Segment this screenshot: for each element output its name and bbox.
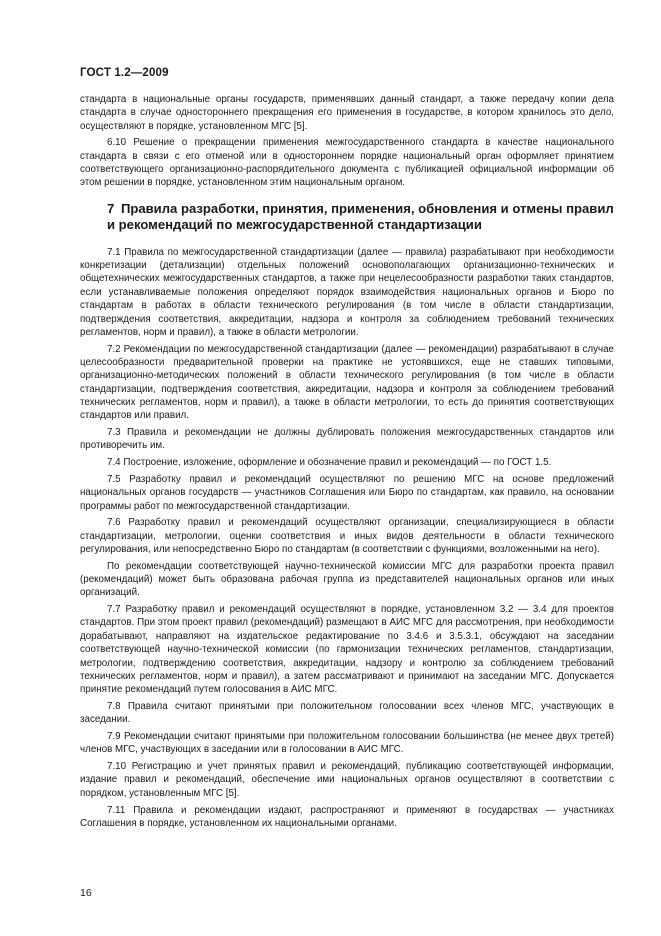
document-body bbox=[80, 93, 614, 834]
paragraph-continuation: стандарта в национальные органы государств, применявших данный стандарт, а также передачу копии дела стандарта в случае одностороннего прекращения его применения в государстве, в котором хранилось это дело, осуществляют в порядке, установленном МГС [5]. bbox=[80, 94, 614, 132]
section-title: Правила разработки, принятия, применения, обновления и отмены правил и рекомендаций по межгосударственной стандартизации bbox=[107, 200, 614, 232]
paragraph-7-11: 7.11 Правила и рекомендации издают, распространяют и применяют в государствах — участниках Соглашения в порядке, установленном их национальными органами. bbox=[80, 804, 614, 829]
paragraph-7-5: 7.5 Разработку правил и рекомендаций осуществляют по решению МГС на основе предложений национальных органов государств — участников Соглашения или Бюро по стандартам, как правило, на основании программы работ по межгосударственной стандартизации. bbox=[80, 473, 614, 512]
paragraph-7-8: 7.8 Правила считают принятыми при положительном голосовании всех членов МГС, участвующих в заседании. bbox=[80, 700, 614, 726]
paragraph-7-1: 7.1 Правила по межгосударственной стандартизации (далее — правила) разрабатывают при необходимости конкретизации (детализации) отдельных положений основополагающих организационно-технических и общетехнических межгосударственных стандартов, а также при нецелесообразности разработки таких стандартов, если устанавливаемые положения определяют порядок взаимодействия национальных органов и Бюро по стандартам в работах в области технического регулирования (в том числе в области стандартизации, подтверждения соответствия, аккредитации, надзора и контроля за соблюдением требований технических регламентов, норм и правил), а также в области метрологии. bbox=[80, 246, 614, 338]
paragraph-6-10: 6.10 Решение о прекращении применения межгосударственного стандарта в качестве национального стандарта в связи с его отменой или в одностороннем порядке национальный орган оформляет принятием соответствующего организационно-распорядительного документа с публикацией официальной информации об этом решении в порядке, установленном этим национальным органом. bbox=[80, 137, 614, 189]
paragraph-7-6-continued: По рекомендации соответствующей научно-технической комиссии МГС для разработки проекта правил (рекомендаций) может быть образована рабочая группа из представителей национальных органов или иных организаций. bbox=[80, 560, 614, 599]
paragraph-7-10: 7.10 Регистрацию и учет принятых правил и рекомендаций, публикацию соответствующей информации, издание правил и рекомендаций, обеспечение ими национальных органов осуществляют в соответствии с порядком, установленным МГС [5]. bbox=[80, 761, 614, 799]
paragraph-7-7: 7.7 Разработку правил и рекомендаций осуществляют в порядке, установленном 3.2 — 3.4 для проектов стандартов. При этом проект правил (рекомендаций) размещают в АИС МГС для рассмотрения, при необходимости дорабатывают, направляют на издательское редактирование по 3.4.6 и 3.5.3.1, обсуждают на заседании соответствующей научно-технической комиссии (по гармонизации технических регламентов, стандартизации, метрологии, подтверждению соответствия, аккредитации, надзору и контролю за соблюдением требований технических регламентов, норм и правил), а затем рассматривают и принимают на заседании МГС. Допускается принятие рекомендаций путем голосования в АИС МГС. bbox=[80, 604, 614, 696]
paragraph-7-4: 7.4 Построение, изложение, оформление и обозначение правил и рекомендаций — по ГОСТ 1.5. bbox=[107, 457, 552, 469]
section-heading bbox=[80, 201, 614, 233]
section-number: 7 bbox=[107, 200, 115, 216]
document-header: ГОСТ 1.2—2009 bbox=[80, 66, 169, 79]
paragraph-7-2: 7.2 Рекомендации по межгосударственной стандартизации (далее — рекомендации) разрабатывают в случае целесообразности предварительной проверки на практике не устоявшихся, еще не ставших типовыми, организационно-методических положений в области технического регулирования (в том числе в области стандартизации, подтверждения соответствия, аккредитации, надзора и контроля за соблюдением требований технических регламентов, норм и правил), а также в области метрологии, то есть до принятия соответствующих стандартов или правил. bbox=[80, 343, 614, 422]
page-number: 16 bbox=[80, 887, 92, 899]
paragraph-7-6: 7.6 Разработку правил и рекомендаций осуществляют организации, специализирующиеся в области стандартизации, метрологии, оценки соответствия и иных видов деятельности в области технического регулирования, или непосредственно Бюро по стандартам (в соответствии с функциями, возложенными на него). bbox=[80, 517, 614, 555]
paragraph-7-9: 7.9 Рекомендации считают принятыми при положительном голосовании большинства (не менее двух третей) членов МГС, участвующих в заседании или в голосовании в АИС МГС. bbox=[80, 731, 614, 756]
paragraph-7-3: 7.3 Правила и рекомендации не должны дублировать положения межгосударственных стандартов или противоречить им. bbox=[80, 427, 614, 452]
